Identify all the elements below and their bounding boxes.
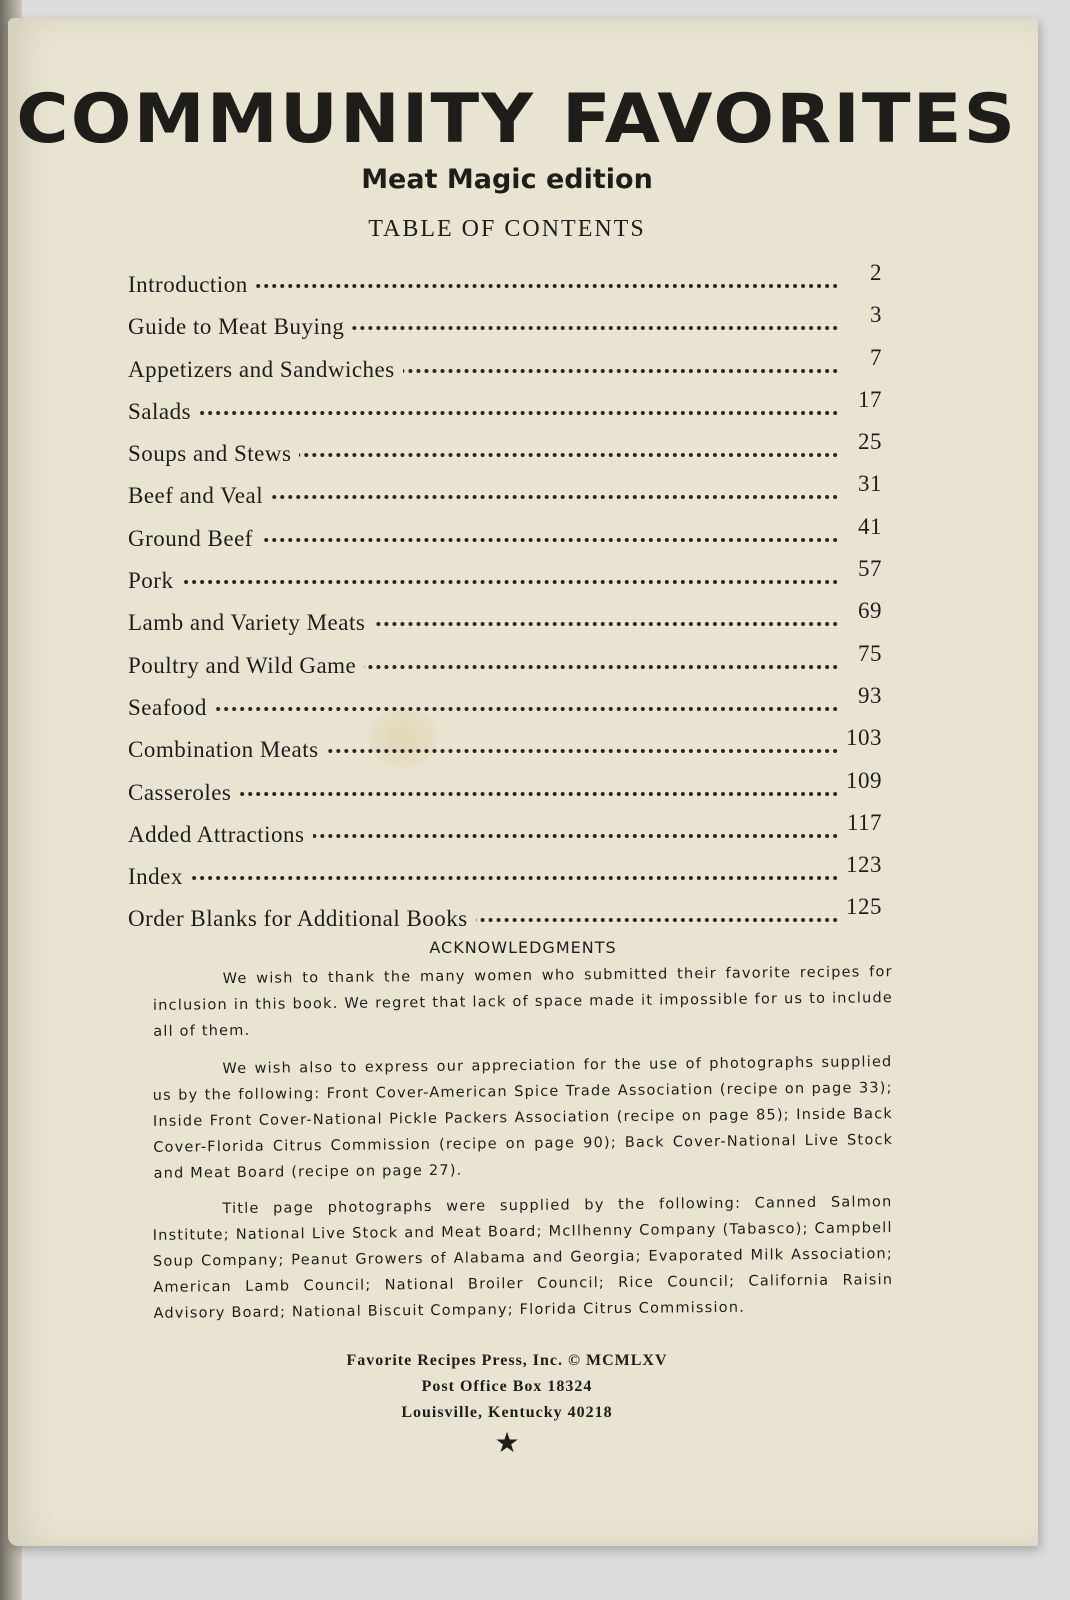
acknowledgments-heading: ACKNOWLEDGMENTS xyxy=(429,938,617,957)
toc-entry xyxy=(128,809,898,860)
toc-entry xyxy=(128,429,898,479)
toc-entry xyxy=(128,471,898,521)
acknowledgments-paragraph: We wish to thank the many women who submitted their favorite recipes for inclusion in this book. We regret that lack of space made it impossible for us to include all of them. xyxy=(152,964,894,1040)
toc-page: 31 xyxy=(850,471,882,497)
toc-label: Order Blanks for Additional Books xyxy=(128,906,476,932)
toc-entry xyxy=(128,767,898,818)
toc-page: 75 xyxy=(850,641,882,667)
toc-label: Ground Beef xyxy=(128,526,261,552)
toc-entry xyxy=(128,513,898,564)
document-page xyxy=(8,18,1038,1546)
toc-label: Introduction xyxy=(128,272,256,298)
edition-subtitle: Meat Magic edition xyxy=(361,164,653,195)
toc-entry xyxy=(128,598,898,648)
toc-page: 103 xyxy=(838,725,882,751)
toc-entry xyxy=(128,725,898,775)
publisher-name: Favorite Recipes Press, Inc. © MCMLXV xyxy=(346,1352,668,1369)
toc-label: Salads xyxy=(128,399,199,425)
toc-label: Beef and Veal xyxy=(128,483,271,509)
toc-label: Soups and Stews xyxy=(128,441,299,467)
toc-entry xyxy=(128,640,898,691)
publisher-info xyxy=(0,1348,1022,1426)
toc-page: 2 xyxy=(862,260,882,286)
leader-dots xyxy=(128,876,838,880)
table-of-contents xyxy=(128,260,898,945)
page-title: COMMUNITY FAVORITES xyxy=(16,80,1018,159)
toc-label: Pork xyxy=(128,568,181,594)
acknowledgments-paragraph: Title page photographs were supplied by the following: Canned Salmon Institute; National Live Stock and Meat Board; McIlhenny Company (Tabasco); Campbell Soup Company; Peanut Growers of Alabama and Georgia; Evaporated Milk Association; American Lamb Council; National Broiler Council; Rice Council; California Raisin Advisory Board; National Biscuit Company; Florida Citrus Commission. xyxy=(152,1194,894,1322)
toc-heading: TABLE OF CONTENTS xyxy=(368,216,646,242)
toc-page: 7 xyxy=(862,345,882,371)
toc-entry xyxy=(128,556,898,606)
toc-entry xyxy=(128,302,898,352)
toc-label: Poultry and Wild Game xyxy=(128,653,364,679)
toc-label: Index xyxy=(128,864,191,890)
toc-page: 3 xyxy=(862,302,882,328)
toc-page: 125 xyxy=(838,894,882,920)
toc-label: Casseroles xyxy=(128,780,239,806)
toc-entry xyxy=(128,852,898,902)
toc-entry xyxy=(128,682,898,733)
toc-page: 69 xyxy=(850,598,882,624)
leader-dots xyxy=(128,411,838,415)
toc-label: Guide to Meat Buying xyxy=(128,314,352,340)
toc-page: 109 xyxy=(838,768,882,794)
leader-dots xyxy=(128,580,838,584)
publisher-city: Louisville, Kentucky 40218 xyxy=(401,1404,613,1421)
star-icon: ★ xyxy=(494,1426,520,1459)
toc-page: 25 xyxy=(850,429,882,455)
toc-label: Lamb and Variety Meats xyxy=(128,610,373,636)
toc-page: 93 xyxy=(850,683,882,709)
toc-page: 123 xyxy=(838,852,882,878)
toc-page: 57 xyxy=(850,556,882,582)
toc-page: 41 xyxy=(850,514,882,540)
toc-label: Appetizers and Sandwiches xyxy=(128,357,403,383)
acknowledgments-paragraph: We wish also to express our appreciation for the use of photographs supplied us by the following: Front Cover-American Spice Trade Association (recipe on page 33); Inside Front Cover-National Pickle Packers Association (recipe on page 85); Inside Back Cover-Florida Citrus Commission (recipe on page 90); Back Cover-National Live Stock and Meat Board (recipe on page 27). xyxy=(152,1054,894,1182)
toc-entry xyxy=(128,386,898,437)
toc-label: Combination Meats xyxy=(128,737,327,763)
leader-dots xyxy=(128,707,838,711)
toc-entry xyxy=(128,260,898,310)
toc-label: Added Attractions xyxy=(128,822,313,848)
publisher-po-box: Post Office Box 18324 xyxy=(421,1378,593,1395)
toc-page: 17 xyxy=(850,387,882,413)
toc-page: 117 xyxy=(839,810,882,836)
toc-entry xyxy=(128,344,898,395)
toc-label: Seafood xyxy=(128,695,215,721)
